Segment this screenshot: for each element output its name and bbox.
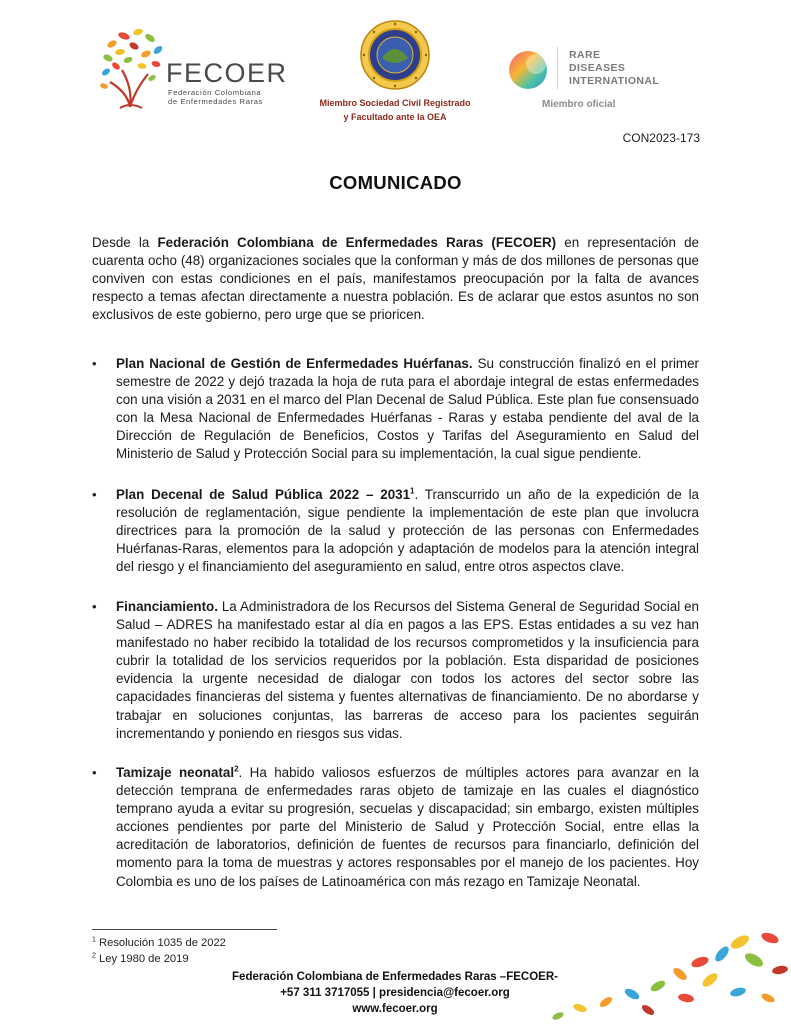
footer-org-name: Federación Colombiana de Enfermedades Raras –FECOER- — [232, 971, 558, 983]
footnote-ref: 1 — [410, 486, 415, 496]
oea-caption — [300, 96, 490, 124]
fecoer-subtitle — [168, 88, 288, 106]
bullet-dot: • — [92, 599, 97, 614]
rdi-line1: RARE — [569, 49, 601, 61]
bullet-body — [116, 355, 699, 464]
page-title: COMUNICADO — [329, 172, 462, 193]
footer-contact — [190, 969, 600, 1017]
footnote-1 — [92, 937, 226, 949]
bullet-body — [116, 764, 699, 891]
oea-seal-icon — [360, 20, 430, 90]
rdi-divider — [557, 47, 558, 89]
footnote-text: Ley 1980 de 2019 — [95, 953, 189, 965]
bullet-dot: • — [92, 487, 97, 502]
intro-bold: Federación Colombiana de Enfermedades Raras (FECOER) — [157, 235, 557, 250]
bullet-text: Su construcción finalizó en el primer semestre de 2022 y dejó trazada la hoja de ruta para el abordaje integral de estas enfermedades con una visión a 2031 en el marco del Plan Decenal de Salud Pública. Este plan fue consensuado con la Mesa Nacional de Enfermedades Huérfanas - Raras y estaba pendiente del aval de la Dirección de Regulación de Beneficios, Costos y Tarifas del Aseguramiento en Salud del Ministerio de Salud y Protección Social para su implementación, la cual sigue pendiente. — [116, 356, 699, 462]
bullet-title: Plan Decenal de Salud Pública 2022 – 2031 — [116, 487, 411, 502]
bullet-body — [116, 598, 699, 743]
bullet-title: Financiamiento. — [116, 599, 218, 614]
footnote-number: 1 — [92, 936, 96, 944]
fecoer-subtitle-line2: de Enfermedades Raras — [168, 97, 263, 106]
intro-post: en representación de cuarenta ocho (48) organizaciones sociales que la conforman y más de dos millones de personas que conviven con estas condiciones en el país, manifestamos preocupación por la falta de avances respecto a temas afectan directamente a nuestra población. Es de aclarar que estos asuntos no son exclusivos de este gobierno, pero urge que se prioricen. — [92, 235, 699, 323]
footnote-ref: 2 — [234, 764, 239, 774]
footnote-number: 2 — [92, 952, 96, 960]
bullet-dot: • — [92, 765, 97, 780]
rdi-name — [569, 49, 659, 88]
fecoer-name: FECOER — [166, 58, 288, 88]
intro-paragraph — [92, 234, 699, 324]
footnote-2 — [92, 953, 189, 965]
footnote-text: Resolución 1035 de 2022 — [95, 937, 226, 949]
bullet-body — [116, 486, 699, 576]
rdi-line3: INTERNATIONAL — [569, 75, 660, 87]
rare-diseases-logo-icon — [506, 46, 552, 90]
bullet-text: . Transcurrido un año de la expedición de la resolución de reglamentación, sigue pendiente la implementación de este plan que involucra directrices para la promoción de la salud y protección de las personas con Enfermedades Huérfanas-Raras, elementos para la adopción y adaptación de modelos para la atención integral del riesgo y el financiamiento del aseguramiento en salud, entre otros aspectos clave. — [116, 487, 700, 575]
fecoer-subtitle-line1: Federación Colombiana — [168, 88, 262, 97]
footer-contact-line[interactable]: +57 311 3717055 | presidencia@fecoer.org — [280, 987, 510, 999]
oea-caption-line2: y Facultado ante la OEA — [343, 112, 447, 122]
oea-caption-line1: Miembro Sociedad Civil Registrado — [319, 98, 471, 108]
bullet-title: Tamizaje neonatal — [116, 765, 235, 780]
rdi-caption: Miembro oficial — [542, 99, 616, 110]
leaves-decoration-icon — [540, 928, 791, 1024]
document-code: CON2023-173 — [622, 131, 700, 145]
intro-pre: Desde la — [92, 235, 158, 250]
rdi-line2: DISEASES — [569, 62, 626, 74]
bullet-dot: • — [92, 356, 97, 371]
bullet-title: Plan Nacional de Gestión de Enfermedades Huérfanas. — [116, 356, 473, 371]
footer-website-link[interactable]: www.fecoer.org — [352, 1003, 438, 1015]
bullet-text: La Administradora de los Recursos del Sistema General de Seguridad Social en Salud – ADRES ha manifestado estar al día en pagos a las EPS. Estas entidades a su vez han manifestado no haber recibido la totalidad de los recursos comprometidos y la insuficiencia para cubrir la totalidad de los servicios requeridos por la población. Esta disparidad de posiciones evidencia la urgente necesidad de dialogar con todos los actores del sector sobre las capacidades financieras del sistema y fuentes alternativas de financiamiento. De no abordarse y trabajar en soluciones conjuntas, las barreras de acceso para los pacientes seguirán incrementando y poniendo en riesgos sus vidas. — [116, 599, 699, 741]
bullet-text: . Ha habido valiosos esfuerzos de múltiples actores para avanzar en la detección temprana de enfermedades raras objeto de tamizaje en las cuales el diagnóstico temprano ayuda a evitar su progresión, secuelas y discapacidad; sin embargo, existen múltiples acciones pendientes por parte del Ministerio de Salud y Protección Social, entre ellas la acreditación de laboratorios, definición de fuentes de recursos para financiarlo, definición del momento para la toma de muestras y actores responsables por el manejo de los pacientes. Hoy Colombia es uno de los países de Latinoamérica con más rezago en Tamizaje Neonatal. — [116, 765, 699, 889]
footnote-divider — [92, 929, 277, 930]
